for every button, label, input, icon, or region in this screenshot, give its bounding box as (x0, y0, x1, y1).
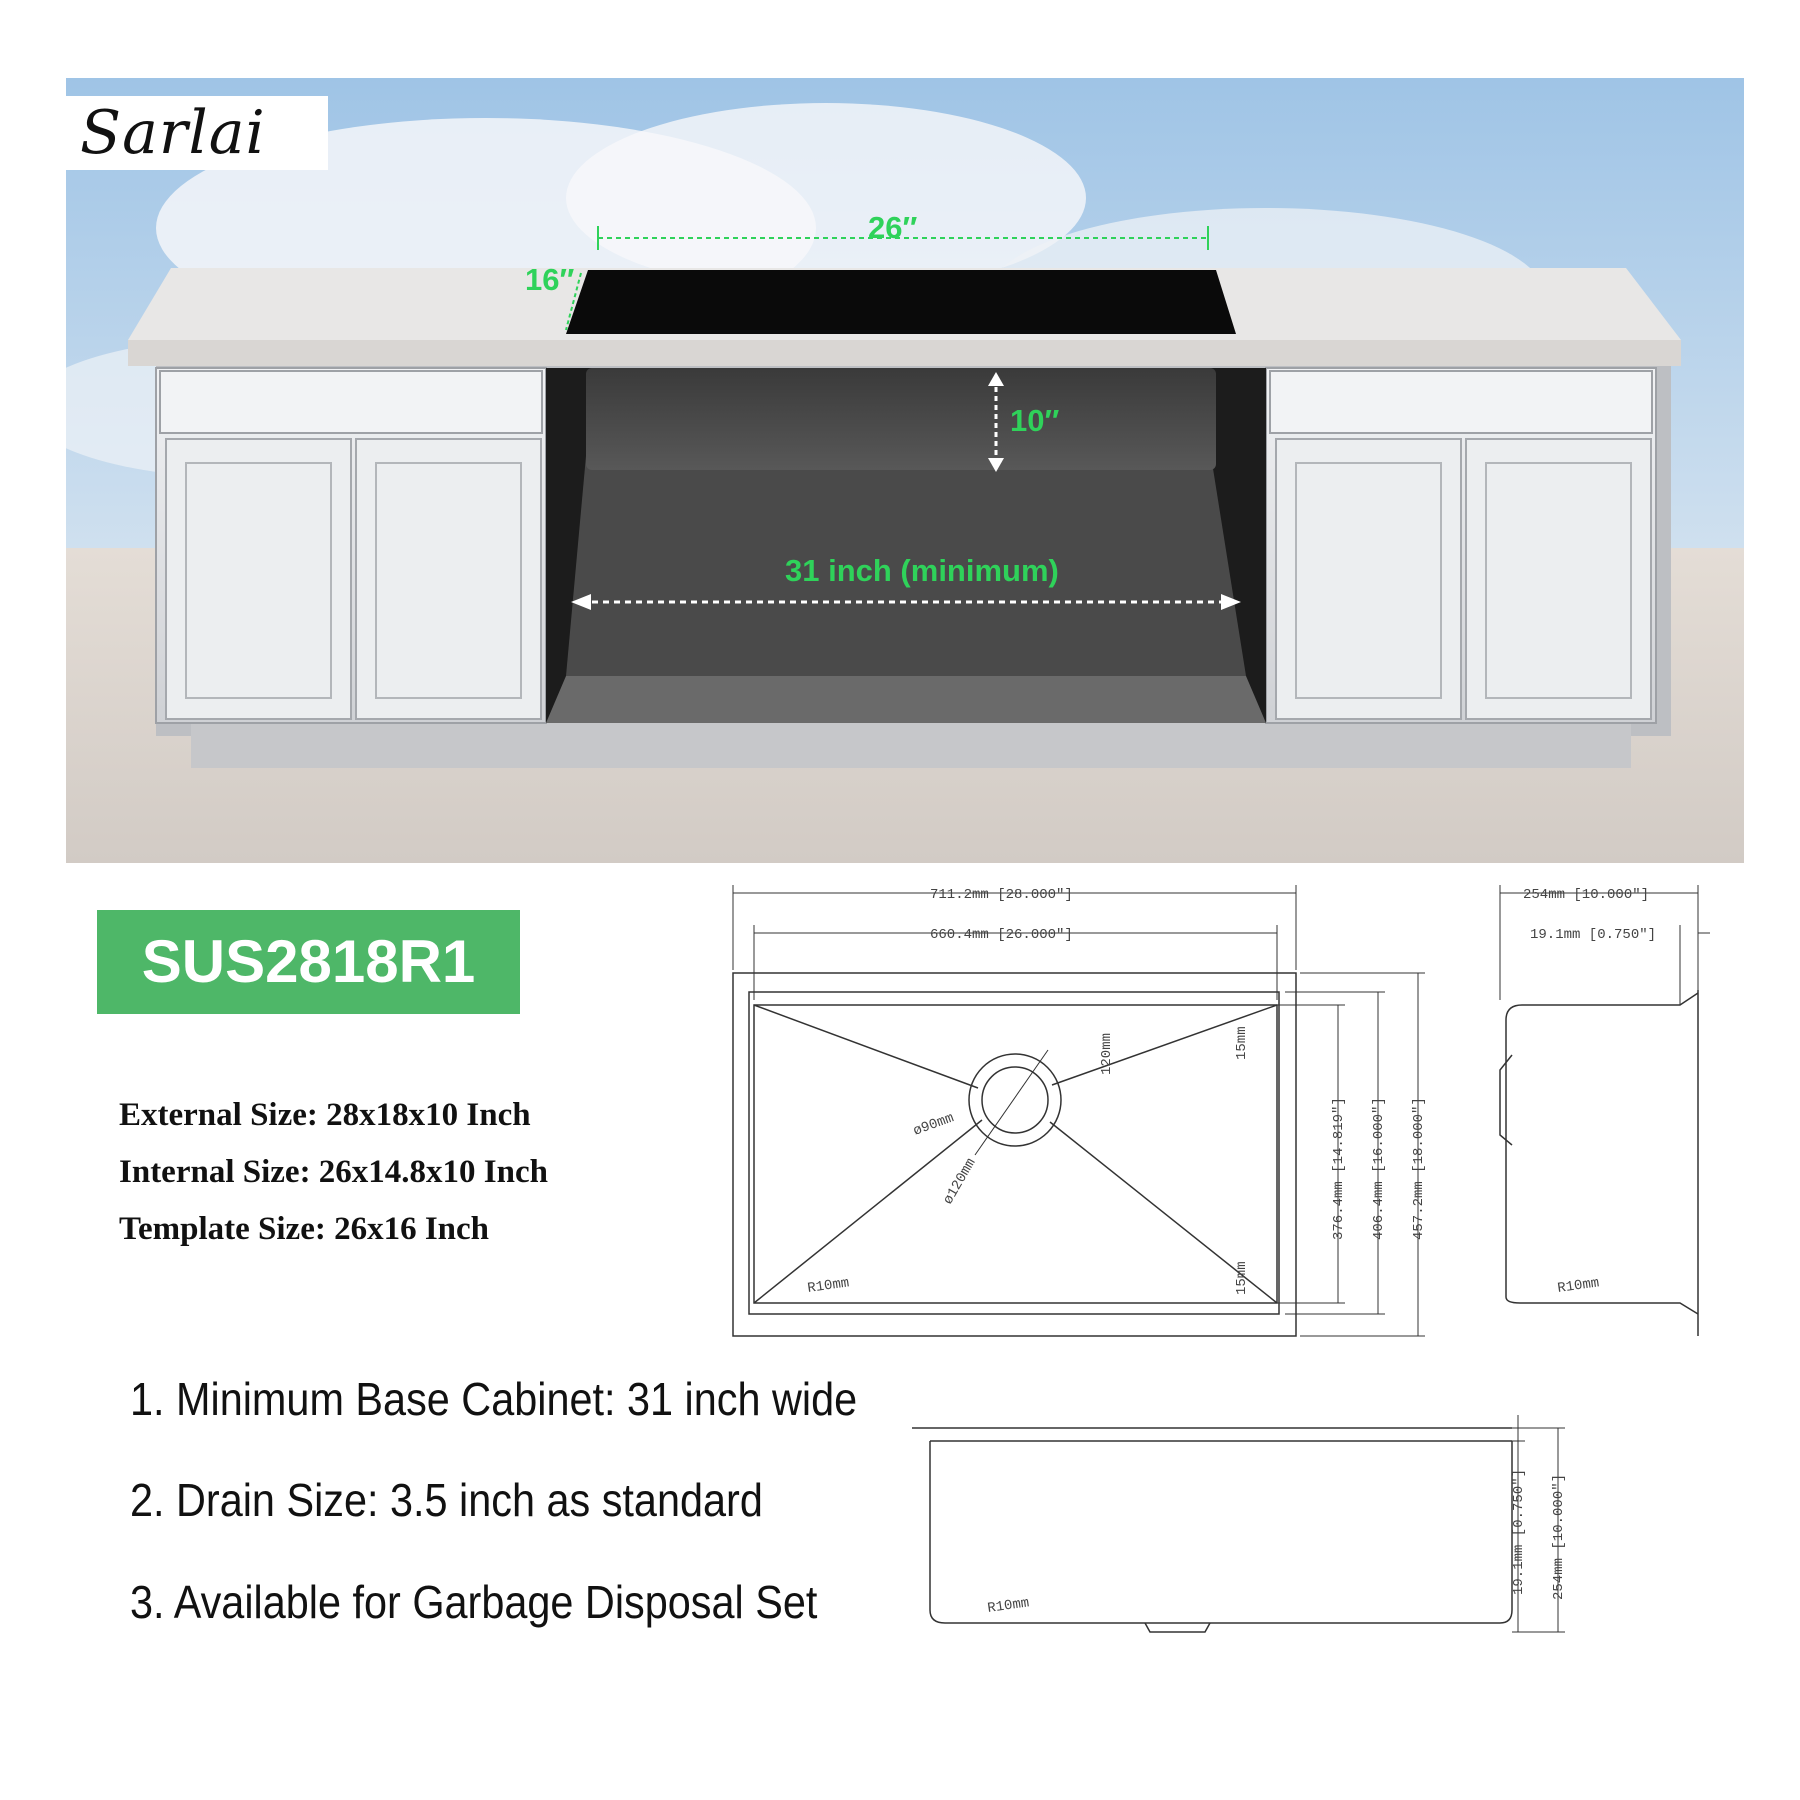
spec-template-size: Template Size: 26x16 Inch (119, 1211, 490, 1247)
feature-min-cabinet: 1. Minimum Base Cabinet: 31 inch wide (130, 1373, 858, 1425)
side-view-drawing (1500, 885, 1710, 1336)
model-code-badge: SUS2818R1 (97, 910, 520, 1014)
feature-disposal: 3. Available for Garbage Disposal Set (130, 1576, 818, 1628)
side-radius-dim: R10mm (1556, 1275, 1601, 1297)
edge-top-dim: 15mm (1234, 1026, 1250, 1060)
sink-depth-label: 16″ (525, 262, 575, 297)
feature-drain-size: 2. Drain Size: 3.5 inch as standard (130, 1474, 763, 1526)
top-view-labels (806, 887, 1427, 1297)
side-depth-dim: 254mm [10.000"] (1523, 887, 1650, 903)
top-view-drawing (733, 885, 1425, 1336)
inner-width-dim: 660.4mm [26.000"] (930, 927, 1073, 943)
front-depth-dim: 254mm [10.000"] (1551, 1473, 1567, 1600)
sink-width-label: 26″ (868, 210, 918, 245)
top-radius-dim: R10mm (806, 1275, 851, 1297)
spec-internal-size: Internal Size: 26x14.8x10 Inch (119, 1154, 548, 1190)
overall-depth-dim: 457.2mm [18.000"] (1411, 1097, 1427, 1240)
drain-inner-dim: ø90mm (911, 1110, 957, 1140)
edge-bottom-dim: 15mm (1234, 1261, 1250, 1295)
brand-logo: Sarlai (80, 98, 266, 168)
front-radius-dim: R10mm (986, 1595, 1031, 1617)
drain-outer-dim: ø120mm (940, 1155, 980, 1208)
front-flange-dim: 19.1mm [0.750"] (1511, 1468, 1527, 1595)
side-flange-dim: 19.1mm [0.750"] (1530, 927, 1657, 943)
template-depth-dim: 406.4mm [16.000"] (1371, 1097, 1387, 1240)
overall-width-dim: 711.2mm [28.000"] (930, 887, 1073, 903)
cabinet-width-label: 31 inch (minimum) (785, 553, 1059, 588)
inner-depth-dim: 376.4mm [14.819"] (1331, 1097, 1347, 1240)
side-view-labels (1523, 887, 1656, 1297)
spec-external-size: External Size: 28x18x10 Inch (119, 1097, 531, 1133)
front-view-labels (986, 1469, 1567, 1617)
bowl-height-label: 10″ (1010, 403, 1060, 438)
drain-offset-dim: 120mm (1099, 1032, 1115, 1075)
